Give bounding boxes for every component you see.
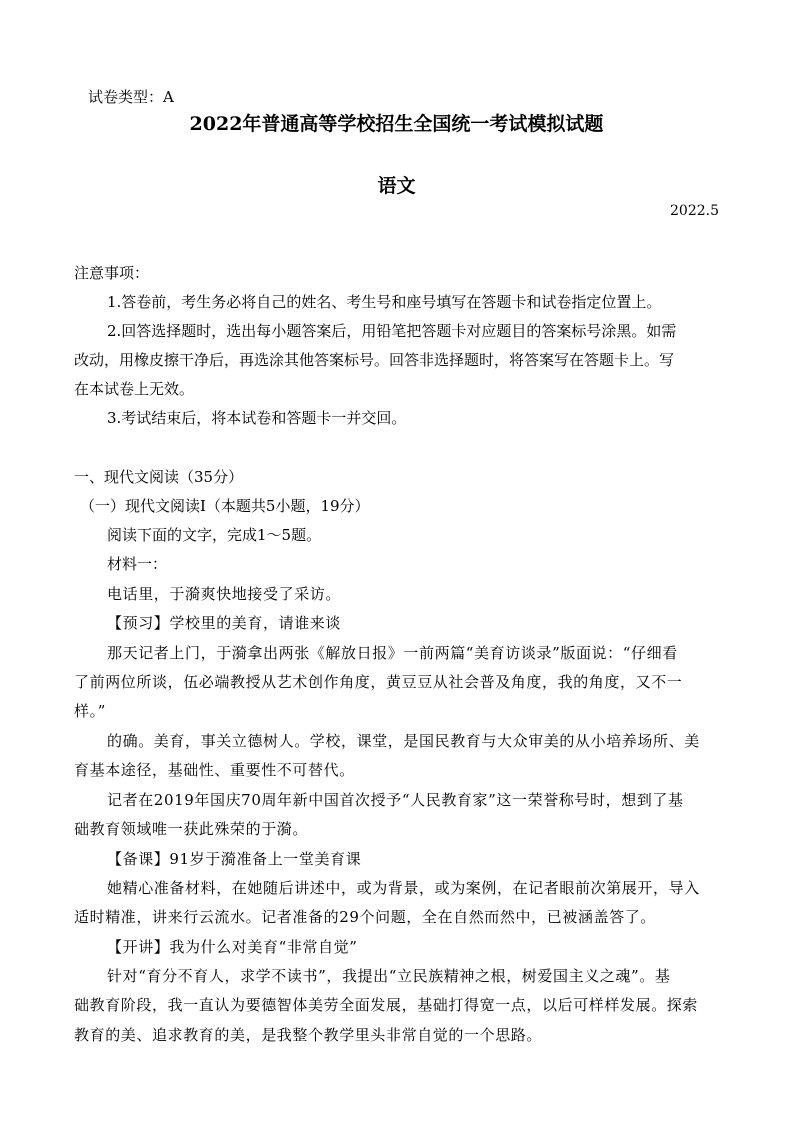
subsection-heading: （一）现代文阅读Ⅰ（本题共5小题，19分） (80, 497, 370, 515)
notes-item-2-line-3: 在本试卷上无效。 (74, 380, 195, 398)
notes-item-1: 1.答卷前，考生务必将自己的姓名、考生号和座号填写在答题卡和试卷指定位置上。 (107, 293, 662, 311)
notes-item-3: 3.考试结束后，将本试卷和答题卡一并交回。 (107, 409, 407, 427)
article-para-6-line-3: 教育的美、追求教育的美，是我整个教学里头非常自觉的一个思路。 (74, 1026, 543, 1044)
article-heading-prepare: 【备课】91岁于漪准备上一堂美育课 (107, 850, 362, 868)
article-para-1: 电话里，于漪爽快地接受了采访。 (107, 585, 342, 603)
article-para-4-line-1: 记者在2019年国庆70周年新中国首次授予“人民教育家”这一荣誉称号时，想到了基 (107, 791, 684, 809)
article-heading-lecture: 【开讲】我为什么对美育“非常自觉” (107, 938, 358, 956)
article-para-5-line-2: 适时精准，讲来行云流水。记者准备的29个问题，全在自然而然中，已被涵盖答了。 (74, 908, 656, 926)
article-para-3-line-2: 育基本途径，基础性、重要性不可替代。 (74, 761, 355, 779)
paper-type: 试卷类型：A (88, 88, 174, 106)
section-heading: 一、现代文阅读（35分） (74, 468, 244, 486)
article-para-2-line-3: 样。” (74, 702, 106, 720)
article-para-5-line-1: 她精心准备材料，在她随后讲述中，或为背景，或为案例，在记者眼前次第展开，导入 (107, 879, 700, 897)
exam-date: 2022.5 (670, 203, 719, 219)
reading-instruction: 阅读下面的文字，完成1～5题。 (107, 526, 322, 544)
article-para-3-line-1: 的确。美育，事关立德树人。学校，课堂，是国民教育与大众审美的从小培养场所、美 (107, 732, 700, 750)
article-heading-preview: 【预习】学校里的美育，请谁来谈 (107, 614, 342, 632)
notes-heading: 注意事项： (74, 264, 150, 282)
exam-title: 2022年普通高等学校招生全国统一考试模拟试题 (189, 113, 604, 135)
article-para-2-line-2: 了前两位所谈，伍必端教授从艺术创作角度，黄豆豆从社会普及角度，我的角度，又不一 (74, 673, 683, 691)
article-para-6-line-1: 针对“育分不育人，求学不读书”，我提出“立民族精神之根，树爱国主义之魂”。基 (107, 967, 671, 985)
material-label: 材料一： (107, 555, 168, 573)
article-para-6-line-2: 础教育阶段，我一直认为要德智体美劳全面发展，基础打得宽一点，以后可样样发展。探索 (74, 996, 699, 1014)
subject-title: 语文 (377, 175, 416, 197)
notes-item-2-line-1: 2.回答选择题时，选出每小题答案后，用铅笔把答题卡对应题目的答案标号涂黑。如需 (107, 322, 677, 340)
article-para-4-line-2: 础教育领域唯一获此殊荣的于漪。 (74, 820, 309, 838)
notes-item-2-line-2: 改动，用橡皮擦干净后，再选涂其他答案标号。回答非选择题时，将答案写在答题卡上。写 (74, 351, 675, 369)
article-para-2-line-1: 那天记者上门，于漪拿出两张《解放日报》一前两篇“美育访谈录”版面说：“仔细看 (107, 644, 678, 662)
